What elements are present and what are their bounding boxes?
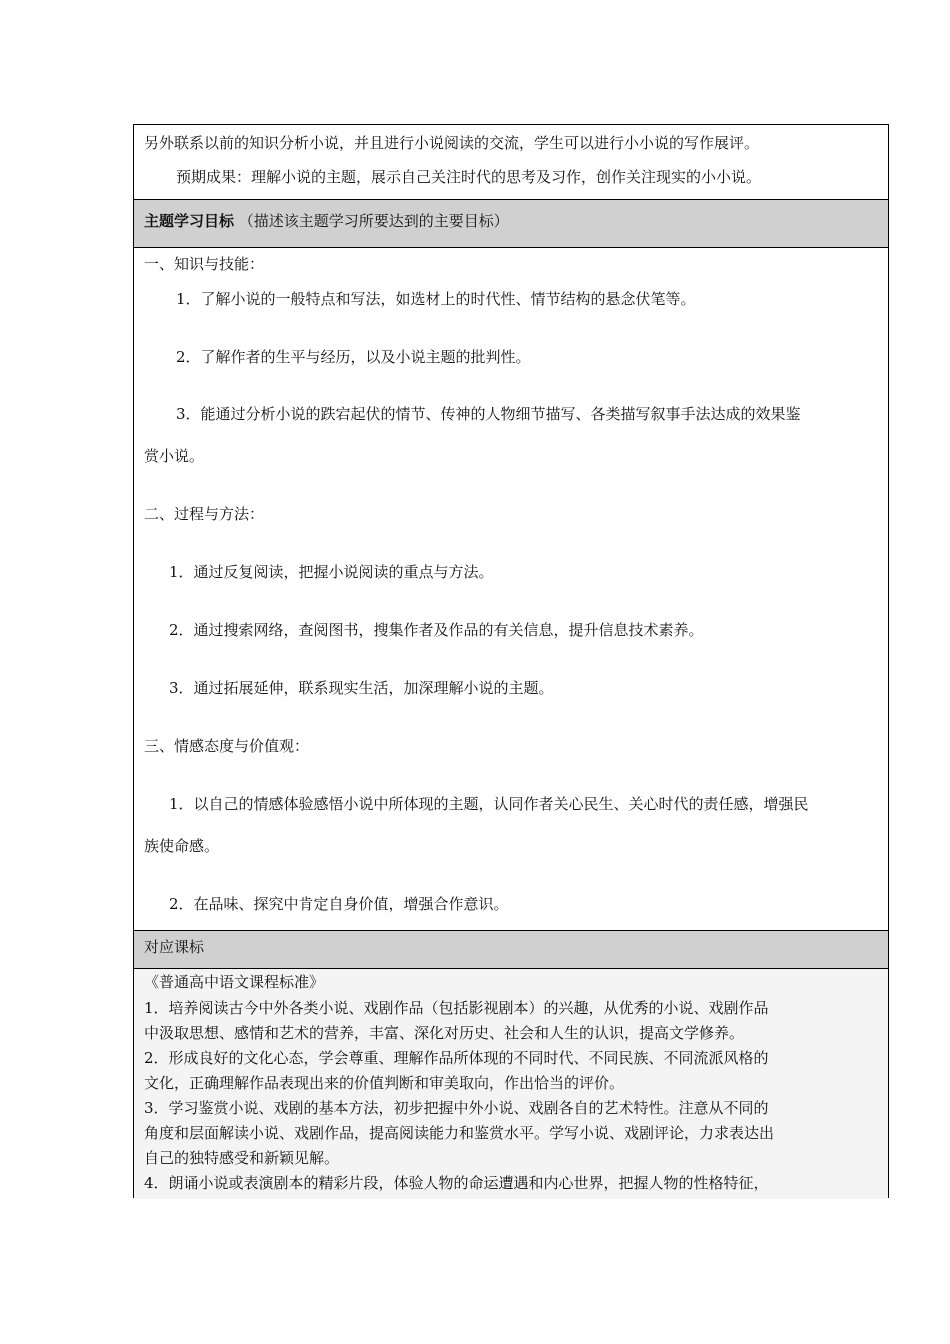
standards-line: 1．培养阅读古今中外各类小说、戏剧作品（包括影视剧本）的兴趣，从优秀的小说、戏剧作品 xyxy=(144,999,769,1017)
goals-title: 主题学习目标 xyxy=(144,212,235,230)
section-heading-knowledge: 一、知识与技能： xyxy=(144,255,265,273)
standards-title: 对应课标 xyxy=(144,938,205,956)
intro-line-1: 另外联系以前的知识分析小说，并且进行小说阅读的交流，学生可以进行小小说的写作展评。 xyxy=(144,134,760,152)
standards-line: 4．朗诵小说或表演剧本的精彩片段，体验人物的命运遭遇和内心世界，把握人物的性格特征， xyxy=(144,1174,769,1192)
intro-cell xyxy=(134,125,888,200)
section-heading-process: 二、过程与方法： xyxy=(144,505,265,523)
goal-item: 2．了解作者的生平与经历，以及小说主题的批判性。 xyxy=(176,348,531,366)
goal-item: 2．通过搜索网络，查阅图书，搜集作者及作品的有关信息，提升信息技术素养。 xyxy=(169,621,704,639)
goal-item: 3．能通过分析小说的跌宕起伏的情节、传神的人物细节描写、各类描写叙事手法达成的效果鉴 xyxy=(176,405,801,423)
standards-line: 自己的独特感受和新颖见解。 xyxy=(144,1149,340,1167)
intro-line-2: 预期成果：理解小说的主题，展示自己关注时代的思考及习作，创作关注现实的小小说。 xyxy=(176,168,762,186)
standards-header-cell xyxy=(134,931,888,969)
goals-note: （描述该主题学习所要达到的主要目标） xyxy=(238,212,509,230)
goals-header xyxy=(144,210,509,231)
lesson-plan-table xyxy=(133,124,889,1198)
standards-line: 《普通高中语文课程标准》 xyxy=(144,973,325,991)
standards-cell xyxy=(134,969,888,1199)
goal-item-continued: 赏小说。 xyxy=(144,447,205,465)
goal-item: 3．通过拓展延伸，联系现实生活，加深理解小说的主题。 xyxy=(169,679,554,697)
standards-line: 文化，正确理解作品表现出来的价值判断和审美取向，作出恰当的评价。 xyxy=(144,1074,625,1092)
standards-line: 2．形成良好的文化心态，学会尊重、理解作品所体现的不同时代、不同民族、不同流派风格的 xyxy=(144,1049,769,1067)
standards-line: 3．学习鉴赏小说、戏剧的基本方法，初步把握中外小说、戏剧各自的艺术特性。注意从不同的 xyxy=(144,1099,769,1117)
goal-item-continued: 族使命感。 xyxy=(144,837,220,855)
section-heading-attitude: 三、情感态度与价值观： xyxy=(144,737,310,755)
goal-item: 1．了解小说的一般特点和写法，如选材上的时代性、情节结构的悬念伏笔等。 xyxy=(176,290,696,308)
goal-item: 1．以自己的情感体验感悟小说中所体现的主题，认同作者关心民生、关心时代的责任感，增强民 xyxy=(169,795,809,813)
goals-header-cell xyxy=(134,200,888,248)
standards-line: 中汲取思想、感情和艺术的营养，丰富、深化对历史、社会和人生的认识，提高文学修养。 xyxy=(144,1024,745,1042)
goals-cell xyxy=(134,248,888,931)
goal-item: 1．通过反复阅读，把握小说阅读的重点与方法。 xyxy=(169,563,494,581)
goal-item: 2．在品味、探究中肯定自身价值，增强合作意识。 xyxy=(169,895,509,913)
standards-line: 角度和层面解读小说、戏剧作品，提高阅读能力和鉴赏水平。学写小说、戏剧评论，力求表达出 xyxy=(144,1124,775,1142)
